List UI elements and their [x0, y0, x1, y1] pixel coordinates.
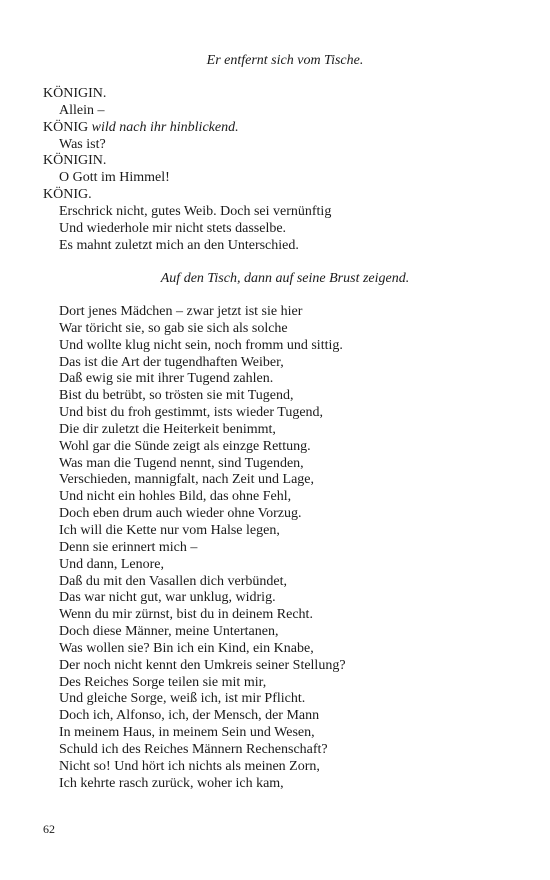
verse-line: Und dann, Lenore,	[59, 556, 164, 572]
verse-line: Nicht so! Und hört ich nichts als meinen Zorn,	[59, 758, 320, 774]
verse-line: War töricht sie, so gab sie sich als solche	[59, 320, 288, 336]
verse-line: Es mahnt zuletzt mich an den Unterschied.	[59, 237, 299, 253]
speaker-label: KÖNIGIN.	[43, 153, 107, 169]
verse-line: Was man die Tugend nennt, sind Tugenden,	[59, 455, 304, 471]
page-number: 62	[43, 822, 55, 836]
speaker-label: KÖNIGIN.	[43, 86, 107, 101]
verse-line: O Gott im Himmel!	[59, 170, 170, 186]
verse-line: Und nicht ein hohles Bild, das ohne Fehl,	[59, 489, 292, 505]
stage-direction: Er entfernt sich vom Tische.	[206, 53, 364, 68]
verse-line: Denn sie erinnert mich –	[59, 539, 198, 555]
verse-line: Und wollte klug nicht sein, noch fromm und sittig.	[59, 337, 343, 353]
verse-line: Die dir zuletzt die Heiterkeit benimmt,	[59, 421, 276, 437]
speaker-label: KÖNIG.	[43, 187, 92, 203]
verse-line: Allein –	[59, 102, 105, 118]
verse-line: Das war nicht gut, war unklug, widrig.	[59, 590, 276, 606]
verse-line: Wohl gar die Sünde zeigt als einzge Rettung.	[59, 438, 311, 454]
verse-line: Der noch nicht kennt den Umkreis seiner Stellung?	[59, 657, 346, 673]
speaker-name	[43, 187, 331, 204]
verse-line: Verschieden, mannigfalt, nach Zeit und Lage,	[59, 472, 315, 488]
speaker-label: KÖNIG	[43, 119, 89, 135]
verse-line: Des Reiches Sorge teilen sie mit mir,	[59, 674, 267, 690]
verse-line: Doch diese Männer, meine Untertanen,	[59, 624, 279, 640]
stage-direction-inline: wild nach ihr hinblickend.	[91, 119, 239, 135]
verse-line: Wenn du mir zürnst, bist du in deinem Recht.	[59, 607, 313, 623]
verse-line: Und gleiche Sorge, weiß ich, ist mir Pflicht.	[59, 691, 306, 707]
speaker-name	[43, 153, 331, 170]
stage-direction: Auf den Tisch, dann auf seine Brust zeigend.	[160, 271, 410, 286]
verse-line: Ich will die Kette nur vom Halse legen,	[59, 522, 280, 538]
verse-line: Ich kehrte rasch zurück, woher ich kam,	[59, 775, 284, 791]
verse-line: Dort jenes Mädchen – zwar jetzt ist sie hier	[59, 304, 303, 319]
verse-line: Doch eben drum auch wieder ohne Vorzug.	[59, 506, 302, 522]
verse-line: Das ist die Art der tugendhaften Weiber,	[59, 354, 284, 370]
verse-line: Und wiederhole mir nicht stets dasselbe.	[59, 220, 287, 236]
verse-line: Erschrick nicht, gutes Weib. Doch sei vernünftig	[59, 203, 332, 219]
verse-line: Und bist du froh gestimmt, ists wieder Tugend,	[59, 405, 324, 421]
verse-line: Doch ich, Alfonso, ich, der Mensch, der Mann	[59, 708, 320, 724]
verse-line: Bist du betrübt, so trösten sie mit Tugend,	[59, 388, 294, 404]
speaker-name	[43, 120, 331, 137]
speech-block	[43, 304, 346, 792]
verse-line: In meinem Haus, in meinem Sein und Wesen,	[59, 725, 315, 741]
verse-line: Schuld ich des Reiches Männern Rechenschaft?	[59, 741, 328, 757]
verse-line: Was wollen sie? Bin ich ein Kind, ein Knabe,	[59, 640, 314, 656]
speaker-name	[43, 86, 331, 103]
verse-line: Daß du mit den Vasallen dich verbündet,	[59, 573, 287, 589]
verse-line: Was ist?	[59, 136, 106, 152]
dialogue-block	[43, 86, 331, 254]
verse-line: Daß ewig sie mit ihrer Tugend zahlen.	[59, 371, 274, 387]
